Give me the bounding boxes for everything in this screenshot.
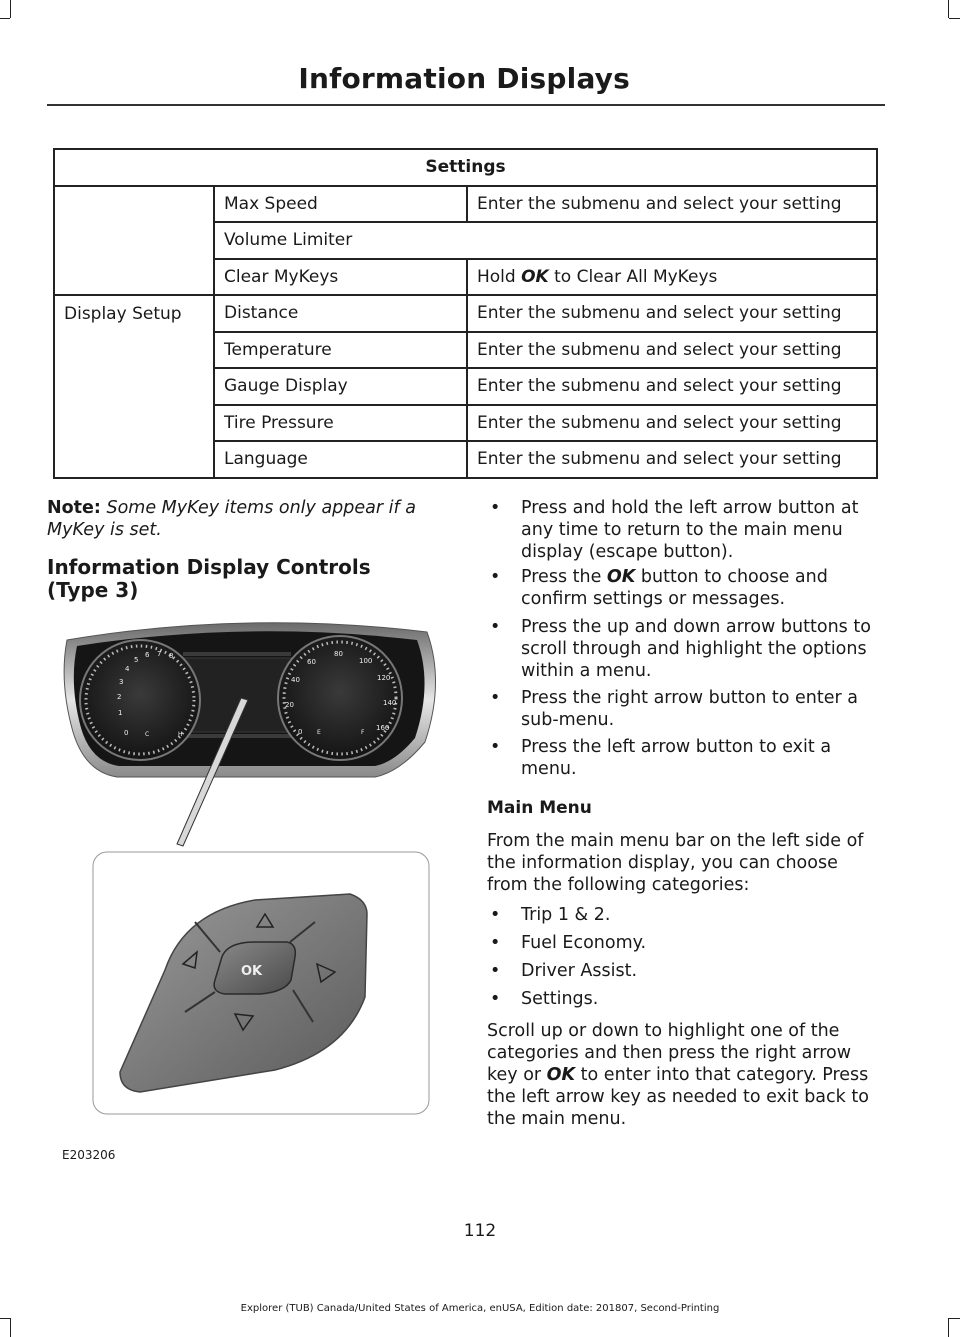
crop-mark bbox=[948, 0, 949, 18]
table-cell: Display Setup bbox=[54, 295, 214, 332]
cell-text: Hold bbox=[477, 266, 522, 287]
crop-mark bbox=[949, 1318, 960, 1319]
ok-button-label: OK bbox=[241, 964, 263, 979]
fuel-empty-label: E bbox=[317, 729, 321, 736]
table-row bbox=[54, 405, 877, 442]
tachometer-gauge bbox=[80, 640, 200, 760]
list-item-text: Press the left arrow button to exit a menu. bbox=[521, 737, 832, 779]
list-item bbox=[487, 988, 882, 1010]
speed-label: 100 bbox=[359, 657, 373, 665]
bullet-mark: • bbox=[490, 989, 501, 1009]
list-item-text: Fuel Economy. bbox=[521, 933, 647, 953]
page-title: Information Displays bbox=[298, 62, 630, 95]
list-item bbox=[487, 566, 882, 610]
bullet-mark: • bbox=[490, 617, 501, 637]
list-item-text: Press and hold the left arrow button at any time to return to the main menu display (escape button). bbox=[521, 498, 859, 562]
table-cell bbox=[54, 405, 214, 442]
paragraph-text: to enter into that category. Press the left arrow key as needed to exit back to the main menu. bbox=[487, 1065, 869, 1129]
table-row bbox=[54, 332, 877, 369]
list-item-text: Press the up and down arrow buttons to scroll through and highlight the options within a menu. bbox=[521, 617, 871, 681]
bullet-mark: • bbox=[490, 498, 501, 518]
speedometer-gauge bbox=[278, 636, 402, 760]
speed-label: 160 bbox=[376, 724, 390, 732]
table-cell bbox=[54, 186, 214, 223]
table-cell: Language bbox=[214, 441, 467, 478]
footer-text: Explorer (TUB) Canada/United States of America, enUSA, Edition date: 201807, Second-Printing bbox=[240, 1303, 720, 1314]
table-cell: Enter the submenu and select your setting bbox=[467, 332, 877, 369]
table-cell: Enter the submenu and select your setting bbox=[467, 441, 877, 478]
cell-text: to Clear All MyKeys bbox=[548, 266, 718, 287]
crop-mark bbox=[10, 0, 11, 18]
note-paragraph bbox=[47, 497, 447, 541]
main-menu-heading: Main Menu bbox=[487, 798, 592, 818]
instrument-cluster bbox=[64, 623, 435, 777]
table-cell bbox=[54, 222, 214, 259]
bullet-mark: • bbox=[490, 567, 501, 587]
temp-hot-label: H bbox=[178, 731, 183, 738]
list-item bbox=[487, 616, 882, 682]
table-cell: Tire Pressure bbox=[214, 405, 467, 442]
table-cell bbox=[54, 368, 214, 405]
table-cell: Distance bbox=[214, 295, 467, 332]
table-cell bbox=[467, 259, 877, 296]
crop-mark bbox=[0, 1318, 10, 1319]
steering-wheel-controls bbox=[93, 852, 429, 1114]
crop-mark bbox=[949, 18, 960, 19]
table-title: Settings bbox=[54, 149, 877, 186]
ok-text: OK bbox=[606, 567, 636, 587]
note-text: Some MyKey items only appear if a MyKey is set. bbox=[47, 498, 416, 540]
speed-label: 0 bbox=[298, 728, 303, 736]
tach-label: 0 bbox=[124, 729, 129, 737]
table-row bbox=[54, 368, 877, 405]
speed-label: 140 bbox=[383, 699, 397, 707]
list-item-text: Press the bbox=[521, 567, 607, 587]
tach-label: 3 bbox=[119, 678, 124, 686]
section-heading-line: Information Display Controls bbox=[47, 555, 371, 579]
section-heading-line: (Type 3) bbox=[47, 578, 139, 602]
tach-label: 7 bbox=[157, 650, 162, 658]
table-row bbox=[54, 295, 877, 332]
ok-text: OK bbox=[521, 266, 549, 287]
table-cell bbox=[54, 441, 214, 478]
note-label: Note: bbox=[47, 498, 101, 518]
speed-label: 120 bbox=[377, 674, 391, 682]
list-item-text: Trip 1 & 2. bbox=[521, 905, 611, 925]
bullet-mark: • bbox=[490, 905, 501, 925]
table-row bbox=[54, 441, 877, 478]
figure-code: E203206 bbox=[62, 1148, 116, 1162]
bullet-mark: • bbox=[490, 961, 501, 981]
bullet-mark: • bbox=[490, 688, 501, 708]
list-item-text: button to choose and confirm settings or messages. bbox=[521, 567, 828, 609]
cluster-controls-illustration bbox=[45, 612, 445, 1122]
list-item bbox=[487, 904, 882, 926]
main-menu-outro bbox=[487, 1020, 882, 1130]
tach-label: 2 bbox=[117, 693, 122, 701]
crop-mark bbox=[948, 1318, 949, 1337]
tach-label: 4 bbox=[125, 665, 130, 673]
table-cell: Enter the submenu and select your setting bbox=[467, 405, 877, 442]
list-item bbox=[487, 932, 882, 954]
table-cell: Max Speed bbox=[214, 186, 467, 223]
table-row bbox=[54, 222, 877, 259]
speed-label: 40 bbox=[291, 676, 300, 684]
main-menu-intro: From the main menu bar on the left side of the information display, you can choose from the following categories: bbox=[487, 831, 864, 895]
speed-label: 80 bbox=[334, 650, 343, 658]
table-cell: Enter the submenu and select your setting bbox=[467, 295, 877, 332]
bullet-mark: • bbox=[490, 737, 501, 757]
table-row bbox=[54, 259, 877, 296]
speed-label: 60 bbox=[307, 658, 316, 666]
list-item-text: Settings. bbox=[521, 989, 599, 1009]
tach-label: 1 bbox=[118, 709, 123, 717]
list-item bbox=[487, 960, 882, 982]
paragraph-text: Scroll up or down to highlight one of the categories and then press the right arrow key or bbox=[487, 1021, 852, 1085]
table-header-row bbox=[54, 149, 877, 186]
list-item bbox=[487, 736, 882, 780]
table-cell: Volume Limiter bbox=[214, 222, 877, 259]
tach-label: 6 bbox=[145, 651, 150, 659]
crop-mark bbox=[0, 18, 10, 19]
table-cell: Clear MyKeys bbox=[214, 259, 467, 296]
ok-text: OK bbox=[546, 1065, 576, 1085]
table-cell: Enter the submenu and select your setting bbox=[467, 368, 877, 405]
settings-table bbox=[53, 148, 878, 479]
list-item bbox=[487, 497, 882, 563]
tach-label: 5 bbox=[134, 656, 139, 664]
table-cell: Enter the submenu and select your setting bbox=[467, 186, 877, 223]
list-item-text: Driver Assist. bbox=[521, 961, 638, 981]
table-cell bbox=[54, 259, 214, 296]
table-row bbox=[54, 186, 877, 223]
crop-mark bbox=[10, 1318, 11, 1337]
page-number: 112 bbox=[463, 1221, 497, 1241]
speed-label: 20 bbox=[285, 701, 294, 709]
list-item bbox=[487, 687, 882, 731]
tach-label: 8 bbox=[169, 652, 174, 660]
fuel-full-label: F bbox=[361, 729, 365, 736]
table-cell: Temperature bbox=[214, 332, 467, 369]
bullet-mark: • bbox=[490, 933, 501, 953]
title-rule bbox=[47, 104, 885, 106]
ok-button[interactable] bbox=[214, 942, 295, 994]
table-cell: Gauge Display bbox=[214, 368, 467, 405]
table-cell bbox=[54, 332, 214, 369]
list-item-text: Press the right arrow button to enter a sub-menu. bbox=[521, 688, 858, 730]
temp-cold-label: C bbox=[145, 731, 150, 738]
section-heading bbox=[47, 556, 447, 602]
